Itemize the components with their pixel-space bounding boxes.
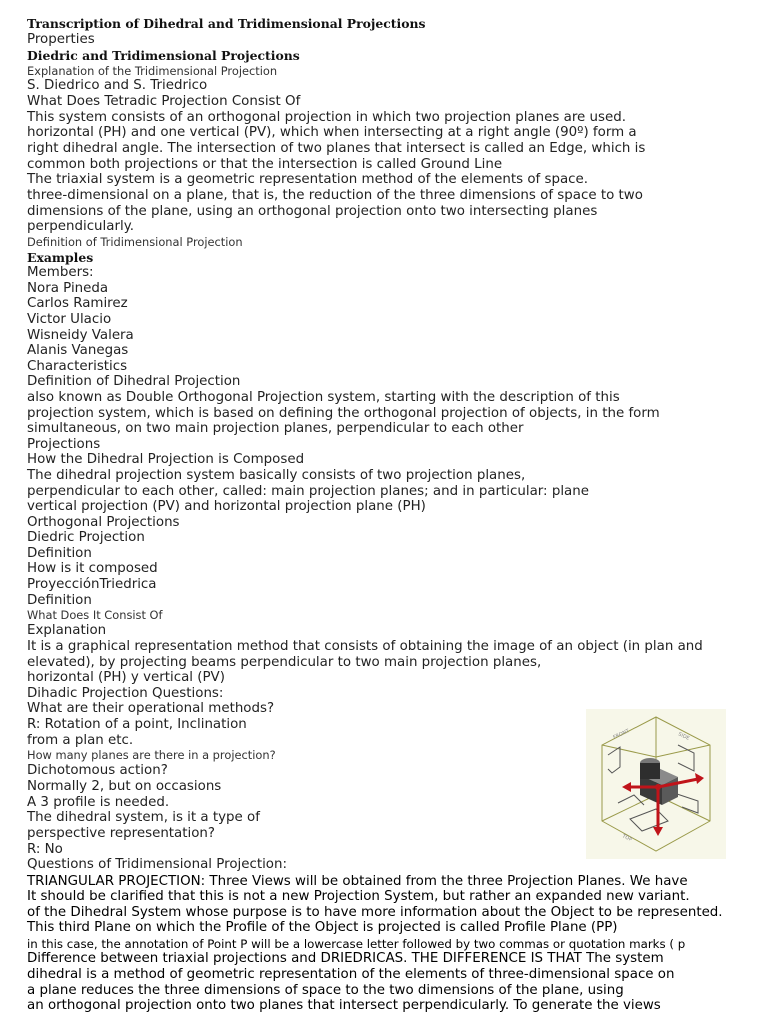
text-line: perpendicular to each other, called: main projection planes; and in particular: plane: [27, 484, 589, 499]
text-line: What are their operational methods?: [27, 701, 275, 716]
text-line: TRIANGULAR PROJECTION: Three Views will be obtained from the three Projection Planes. We have: [27, 874, 688, 889]
text-line: Members:: [27, 265, 94, 280]
projection-label-front: [612, 728, 631, 741]
text-line: R: No: [27, 842, 63, 857]
text-line: Properties: [27, 32, 95, 47]
text-line: Difference between triaxial projections and DRIEDRICAS. THE DIFFERENCE IS THAT The system: [27, 951, 664, 966]
section-heading: Diedric and Tridimensional Projections: [27, 48, 300, 63]
section-heading: Examples: [27, 250, 94, 265]
text-line: Dihadic Projection Questions:: [27, 686, 224, 701]
document-title: Transcription of Dihedral and Tridimensional Projections: [27, 16, 426, 31]
text-line: Definition: [27, 593, 92, 608]
text-line: It should be clarified that this is not a new Projection System, but rather an expanded new variant.: [27, 889, 690, 904]
text-line: How the Dihedral Projection is Composed: [27, 452, 305, 467]
text-line: common both projections or that the intersection is called Ground Line: [27, 157, 503, 172]
text-line: Orthogonal Projections: [27, 515, 180, 530]
text-line: Definition: [27, 546, 92, 561]
front-label: FRONT: [612, 728, 631, 741]
text-line: Normally 2, but on occasions: [27, 779, 222, 794]
text-line: dimensions of the plane, using an orthogonal projection onto two intersecting planes: [27, 204, 598, 219]
text-line: The dihedral system, is it a type of: [27, 810, 260, 825]
text-line: The triaxial system is a geometric representation method of the elements of space.: [27, 172, 589, 187]
text-line: This system consists of an orthogonal projection in which two projection planes are used.: [27, 110, 626, 125]
text-line: R: Rotation of a point, Inclination: [27, 717, 247, 732]
text-line: an orthogonal projection onto two planes that intersect perpendicularly. To generate the views: [27, 998, 661, 1013]
projection-label-top: [620, 833, 633, 843]
text-line: How is it composed: [27, 561, 158, 576]
text-line: It is a graphical representation method that consists of obtaining the image of an object (in plan and: [27, 639, 703, 654]
side-label: SIDE: [677, 731, 691, 742]
text-line: Projections: [27, 437, 101, 452]
text-line: simultaneous, on two main projection planes, perpendicular to each other: [27, 421, 524, 436]
text-line: What Does Tetradic Projection Consist Of: [27, 94, 301, 109]
text-line: Explanation of the Tridimensional Projection: [27, 64, 278, 78]
text-line: right dihedral angle. The intersection of two planes that intersect is called an Edge, which is: [27, 141, 646, 156]
text-line: Dichotomous action?: [27, 763, 168, 778]
top-label: TOP: [621, 833, 633, 844]
text-line: A 3 profile is needed.: [27, 795, 170, 810]
text-line: Wisneidy Valera: [27, 328, 134, 343]
text-line: perpendicularly.: [27, 219, 134, 234]
projection-cube-figure: [586, 709, 726, 859]
text-line: Victor Ulacio: [27, 312, 112, 327]
text-line: Definition of Dihedral Projection: [27, 374, 241, 389]
text-line: elevated), by projecting beams perpendicular to two main projection planes,: [27, 655, 542, 670]
text-line: Questions of Tridimensional Projection:: [27, 857, 287, 872]
text-line: also known as Double Orthogonal Projection system, starting with the description of this: [27, 390, 620, 405]
text-line: three-dimensional on a plane, that is, the reduction of the three dimensions of space to two: [27, 188, 643, 203]
text-line: The dihedral projection system basically consists of two projection planes,: [27, 468, 526, 483]
text-line: vertical projection (PV) and horizontal projection plane (PH): [27, 499, 426, 514]
text-line: Diedric Projection: [27, 530, 145, 545]
text-line: in this case, the annotation of Point P will be a lowercase letter followed by two commas or quotation marks ( p: [27, 937, 686, 951]
text-line: of the Dihedral System whose purpose is to have more information about the Object to be represented.: [27, 905, 723, 920]
text-line: Alanis Vanegas: [27, 343, 129, 358]
text-line: Definition of Tridimensional Projection: [27, 235, 243, 249]
text-line: How many planes are there in a projection?: [27, 748, 276, 762]
text-line: horizontal (PH) y vertical (PV): [27, 670, 225, 685]
text-line: horizontal (PH) and one vertical (PV), which when intersecting at a right angle (90º) form a: [27, 125, 637, 140]
text-line: What Does It Consist Of: [27, 608, 163, 622]
text-line: S. Diedrico and S. Triedrico: [27, 78, 208, 93]
projection-label-side: [677, 731, 690, 741]
text-line: Carlos Ramirez: [27, 296, 128, 311]
text-line: a plane reduces the three dimensions of space to the two dimensions of the plane, using: [27, 983, 624, 998]
text-line: Nora Pineda: [27, 281, 109, 296]
text-line: dihedral is a method of geometric representation of the elements of three-dimensional space on: [27, 967, 675, 982]
text-line: Explanation: [27, 623, 107, 638]
projection-cube-illustration: [586, 709, 726, 859]
text-line: from a plan etc.: [27, 733, 134, 748]
text-line: Characteristics: [27, 359, 128, 374]
text-line: perspective representation?: [27, 826, 216, 841]
text-line: projection system, which is based on defining the orthogonal projection of objects, in the form: [27, 406, 660, 421]
text-line: ProyecciónTriedrica: [27, 577, 157, 592]
text-line: This third Plane on which the Profile of the Object is projected is called Profile Plane (PP): [27, 920, 618, 935]
